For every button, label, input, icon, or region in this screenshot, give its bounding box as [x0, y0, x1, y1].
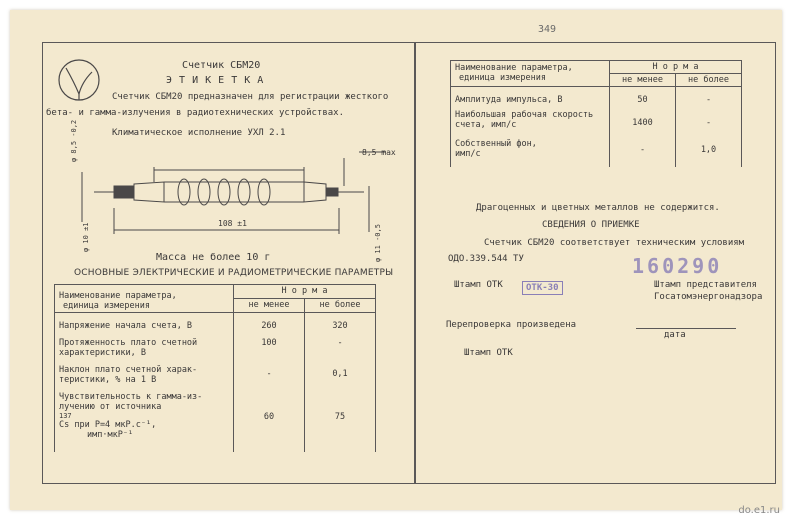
row-name: Амплитуда импульса, В	[455, 95, 563, 105]
otk-stamp-label-2: Штамп ОТК	[464, 348, 513, 358]
table-header-max: не более	[676, 74, 742, 87]
row-min: 1400	[610, 106, 676, 131]
row-name: Чувствительность к гамма-из-	[59, 392, 203, 402]
row-name: Наибольшая рабочая скорость	[455, 110, 594, 120]
dim-body-diameter: φ 8,5 -0,2	[70, 119, 78, 162]
row-max: 1,0	[676, 131, 742, 167]
table-header-name: Наименование параметра,	[59, 291, 177, 301]
otk-stamp-label: Штамп ОТК	[454, 280, 503, 290]
label-sheet	[10, 10, 782, 510]
row-name-isotope: 137	[59, 412, 72, 420]
row-min: -	[234, 359, 305, 386]
row-max: -	[305, 332, 376, 359]
table-row	[451, 131, 742, 167]
table-row	[451, 106, 742, 131]
row-name-cont: Cs при P=4 мкР.с⁻¹,	[59, 420, 157, 430]
recheck-label: Перепроверка произведена	[446, 320, 577, 330]
table-row	[55, 386, 376, 452]
dim-end-diameter: φ 11 -0,5	[374, 224, 382, 262]
row-min: 50	[610, 87, 676, 107]
dim-max-diameter: 8,5 max	[362, 148, 396, 157]
precious-metals-note: Драгоценных и цветных металлов не содержится.	[476, 203, 720, 213]
table-header-unit: единица измерения	[459, 73, 546, 83]
row-name: Протяженность плато счетной	[59, 338, 198, 348]
product-title: Счетчик СБМ20	[182, 60, 261, 71]
row-max: -	[676, 87, 742, 107]
inspector-stamp-label-2: Госатомэнергонадзора	[654, 292, 763, 302]
radiometric-parameters-table	[450, 60, 742, 167]
climate-class: Климатическое исполнение УХЛ 2.1	[112, 128, 286, 138]
row-name: Собственный фон,	[455, 139, 537, 149]
row-min: 60	[234, 386, 305, 452]
table-header-max: не более	[305, 299, 376, 313]
acceptance-line-2: ОДО.339.544 ТУ	[448, 254, 524, 264]
table-row	[55, 313, 376, 333]
table-header-unit: единица измерения	[63, 301, 150, 311]
row-min: 100	[234, 332, 305, 359]
row-name-cont: характеристики, В	[59, 348, 146, 358]
row-min: -	[610, 131, 676, 167]
serial-number-stamp: 160290	[632, 254, 723, 278]
page-number: 349	[538, 24, 557, 35]
purpose-line-1: Счетчик СБМ20 предназначен для регистрации жесткого	[112, 92, 389, 102]
inspector-stamp-label-1: Штамп представителя	[654, 280, 757, 290]
row-min: 260	[234, 313, 305, 333]
table-header-min: не менее	[234, 299, 305, 313]
table-header-norm: Н о р м а	[610, 61, 742, 74]
row-name: Напряжение начала счета, В	[59, 321, 193, 331]
watermark: do.e1.ru	[738, 505, 780, 516]
row-name-cont: теристики, % на 1 В	[59, 375, 157, 385]
otk-stamp: ОТК-30	[522, 281, 563, 295]
acceptance-line-1: Счетчик СБМ20 соответствует техническим условиям	[484, 238, 745, 248]
row-name-cont: лучению от источника	[59, 402, 162, 412]
label-heading: Э Т И К Е Т К А	[166, 75, 264, 86]
row-name-cont: счета, имп/с	[455, 120, 517, 130]
date-label: дата	[664, 330, 686, 340]
row-max: 75	[305, 386, 376, 452]
electrical-parameters-table	[54, 284, 376, 452]
dim-left-diameter: φ 10 ±1	[82, 222, 90, 252]
dim-length: 108 ±1	[218, 219, 247, 228]
table-row	[55, 359, 376, 386]
row-name-cont: имп/с	[455, 149, 481, 159]
table-row	[55, 332, 376, 359]
acceptance-title: СВЕДЕНИЯ О ПРИЕМКЕ	[542, 220, 640, 230]
manufacturer-logo	[52, 58, 106, 104]
row-name: Наклон плато счетной харак-	[59, 365, 198, 375]
date-line	[636, 328, 736, 329]
table-header-name: Наименование параметра,	[455, 63, 573, 73]
table-header-norm: Н о р м а	[234, 285, 376, 299]
row-name-unit: имп·мкР⁻¹	[87, 430, 134, 440]
mass: Масса не более 10 г	[156, 252, 271, 263]
section-title: ОСНОВНЫЕ ЭЛЕКТРИЧЕСКИЕ И РАДИОМЕТРИЧЕСКИЕ ПАРАМЕТРЫ	[74, 268, 394, 278]
row-max: 0,1	[305, 359, 376, 386]
purpose-line-2: бета- и гамма-излучения в радиотехнических устройствах.	[46, 108, 345, 118]
row-max: -	[676, 106, 742, 131]
table-row	[451, 87, 742, 107]
table-header-min: не менее	[610, 74, 676, 87]
row-max: 320	[305, 313, 376, 333]
